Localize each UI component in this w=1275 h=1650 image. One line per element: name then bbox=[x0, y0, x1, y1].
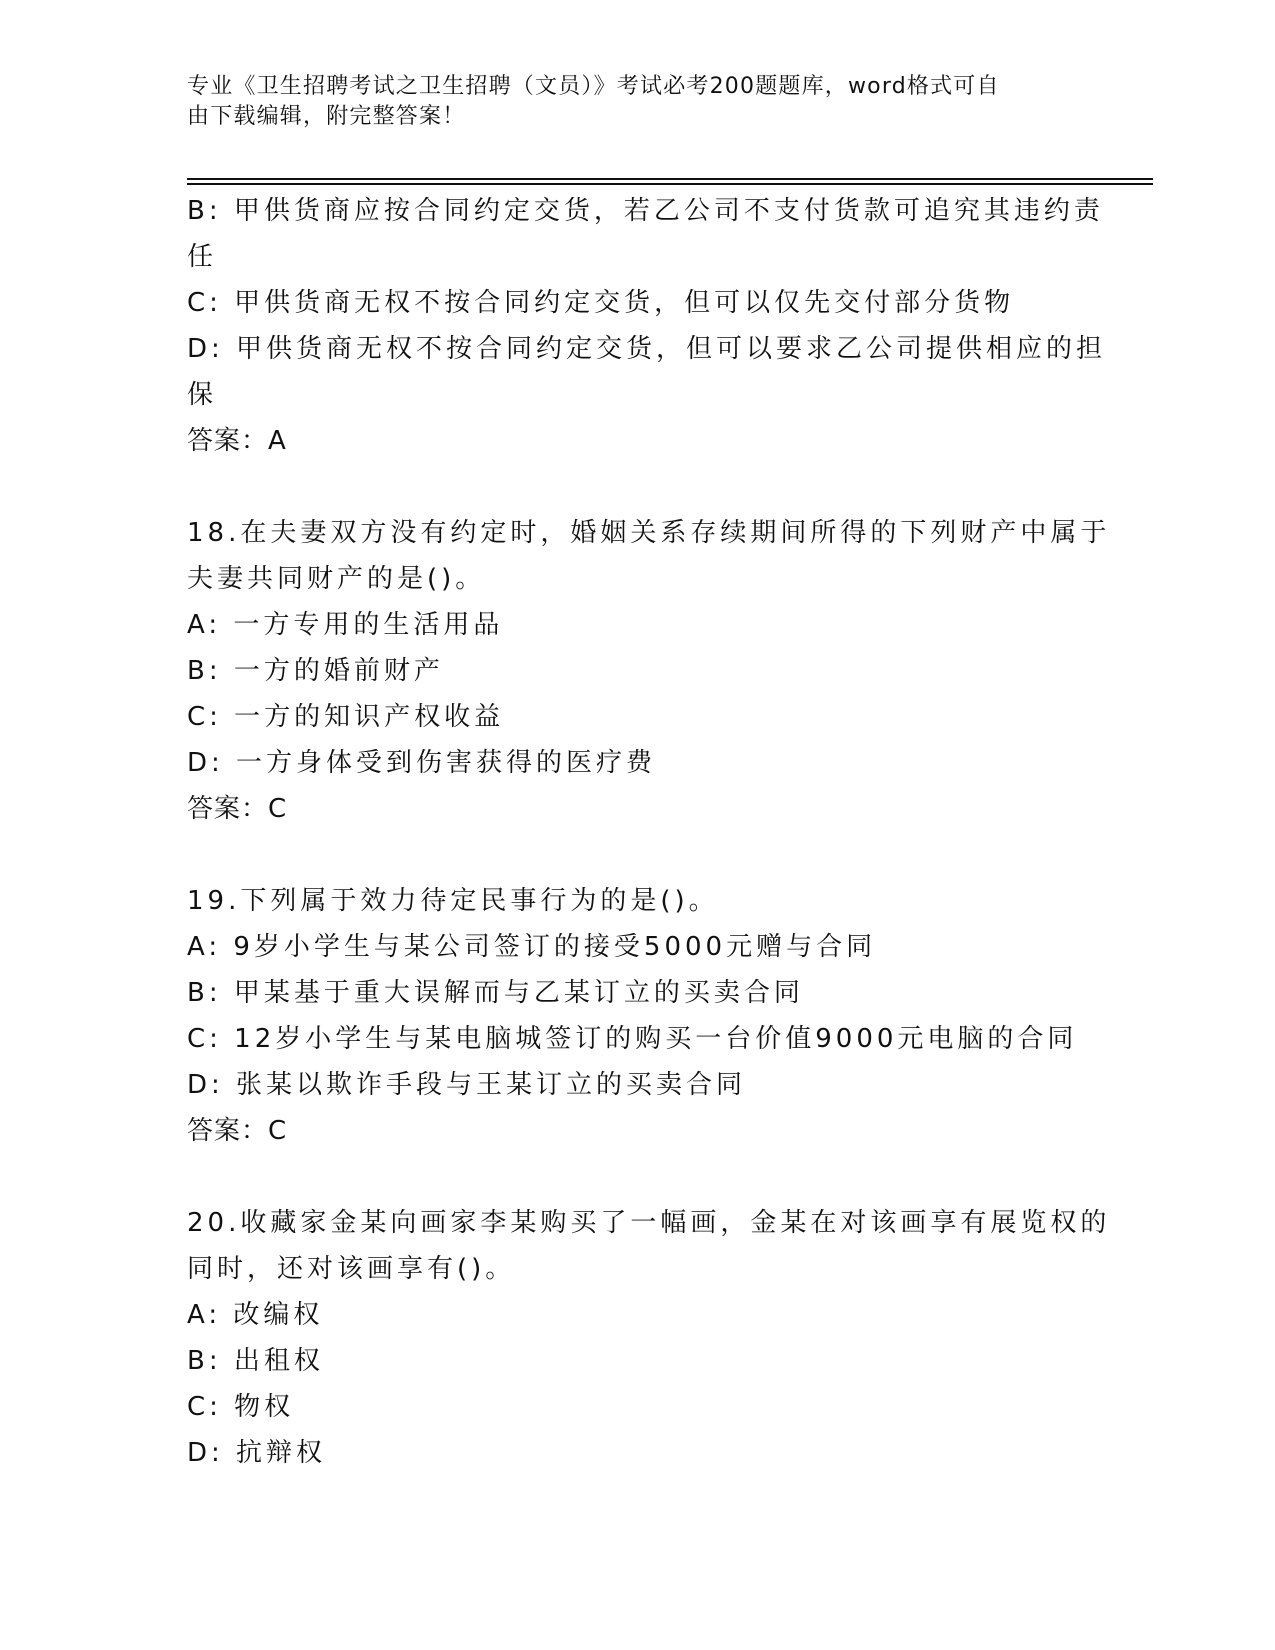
spacer bbox=[187, 464, 1087, 510]
spacer bbox=[187, 1154, 1087, 1200]
question-20-option-b: B: 出租权 bbox=[187, 1346, 324, 1376]
header-line-1: 专业《卫生招聘考试之卫生招聘（文员）》考试必考200题题库，word格式可自 bbox=[187, 74, 1000, 99]
question-19-option-c: C: 12岁小学生与某电脑城签订的购买一台价值9000元电脑的合同 bbox=[187, 1024, 1078, 1054]
carryover-option-d-line-1: D: 甲供货商无权不按合同约定交货，但可以要求乙公司提供相应的担 bbox=[187, 334, 1107, 364]
question-20-option-d: D: 抗辩权 bbox=[187, 1438, 327, 1468]
carryover-answer: 答案：A bbox=[187, 426, 287, 456]
question-19-stem: 19.下列属于效力待定民事行为的是()。 bbox=[187, 886, 719, 916]
question-20-option-c: C: 物权 bbox=[187, 1392, 295, 1422]
carryover-option-b-line-2: 任 bbox=[187, 242, 218, 272]
question-18-option-b: B: 一方的婚前财产 bbox=[187, 656, 444, 686]
question-19-answer: 答案：C bbox=[187, 1116, 288, 1146]
spacer bbox=[187, 832, 1087, 878]
header-rule-top bbox=[187, 178, 1153, 180]
header-line-2: 由下载编辑，附完整答案！ bbox=[187, 104, 466, 129]
question-19-option-a: A: 9岁小学生与某公司签订的接受5000元赠与合同 bbox=[187, 932, 877, 962]
header-rule-bottom bbox=[187, 183, 1153, 185]
question-19-option-d: D: 张某以欺诈手段与王某订立的买卖合同 bbox=[187, 1070, 747, 1100]
carryover-option-b-line-1: B: 甲供货商应按合同约定交货，若乙公司不支付货款可追究其违约责 bbox=[187, 196, 1104, 226]
carryover-option-d-line-2: 保 bbox=[187, 380, 218, 410]
question-18-option-c: C: 一方的知识产权收益 bbox=[187, 702, 505, 732]
question-19-option-b: B: 甲某基于重大误解而与乙某订立的买卖合同 bbox=[187, 978, 804, 1008]
question-18-option-d: D: 一方身体受到伤害获得的医疗费 bbox=[187, 748, 657, 778]
question-18-option-a: A: 一方专用的生活用品 bbox=[187, 610, 504, 640]
question-18-stem-line-2: 夫妻共同财产的是()。 bbox=[187, 564, 486, 594]
question-20-option-a: A: 改编权 bbox=[187, 1300, 324, 1330]
question-20-stem-line-1: 20.收藏家金某向画家李某购买了一幅画，金某在对该画享有展览权的 bbox=[187, 1208, 1111, 1238]
question-18-answer: 答案：C bbox=[187, 794, 288, 824]
carryover-option-c: C: 甲供货商无权不按合同约定交货，但可以仅先交付部分货物 bbox=[187, 288, 1015, 318]
document-header bbox=[187, 72, 1067, 132]
question-20-stem-line-2: 同时，还对该画享有()。 bbox=[187, 1254, 516, 1284]
question-content bbox=[187, 188, 1111, 1476]
question-18-stem-line-1: 18.在夫妻双方没有约定时，婚姻关系存续期间所得的下列财产中属于 bbox=[187, 518, 1111, 548]
